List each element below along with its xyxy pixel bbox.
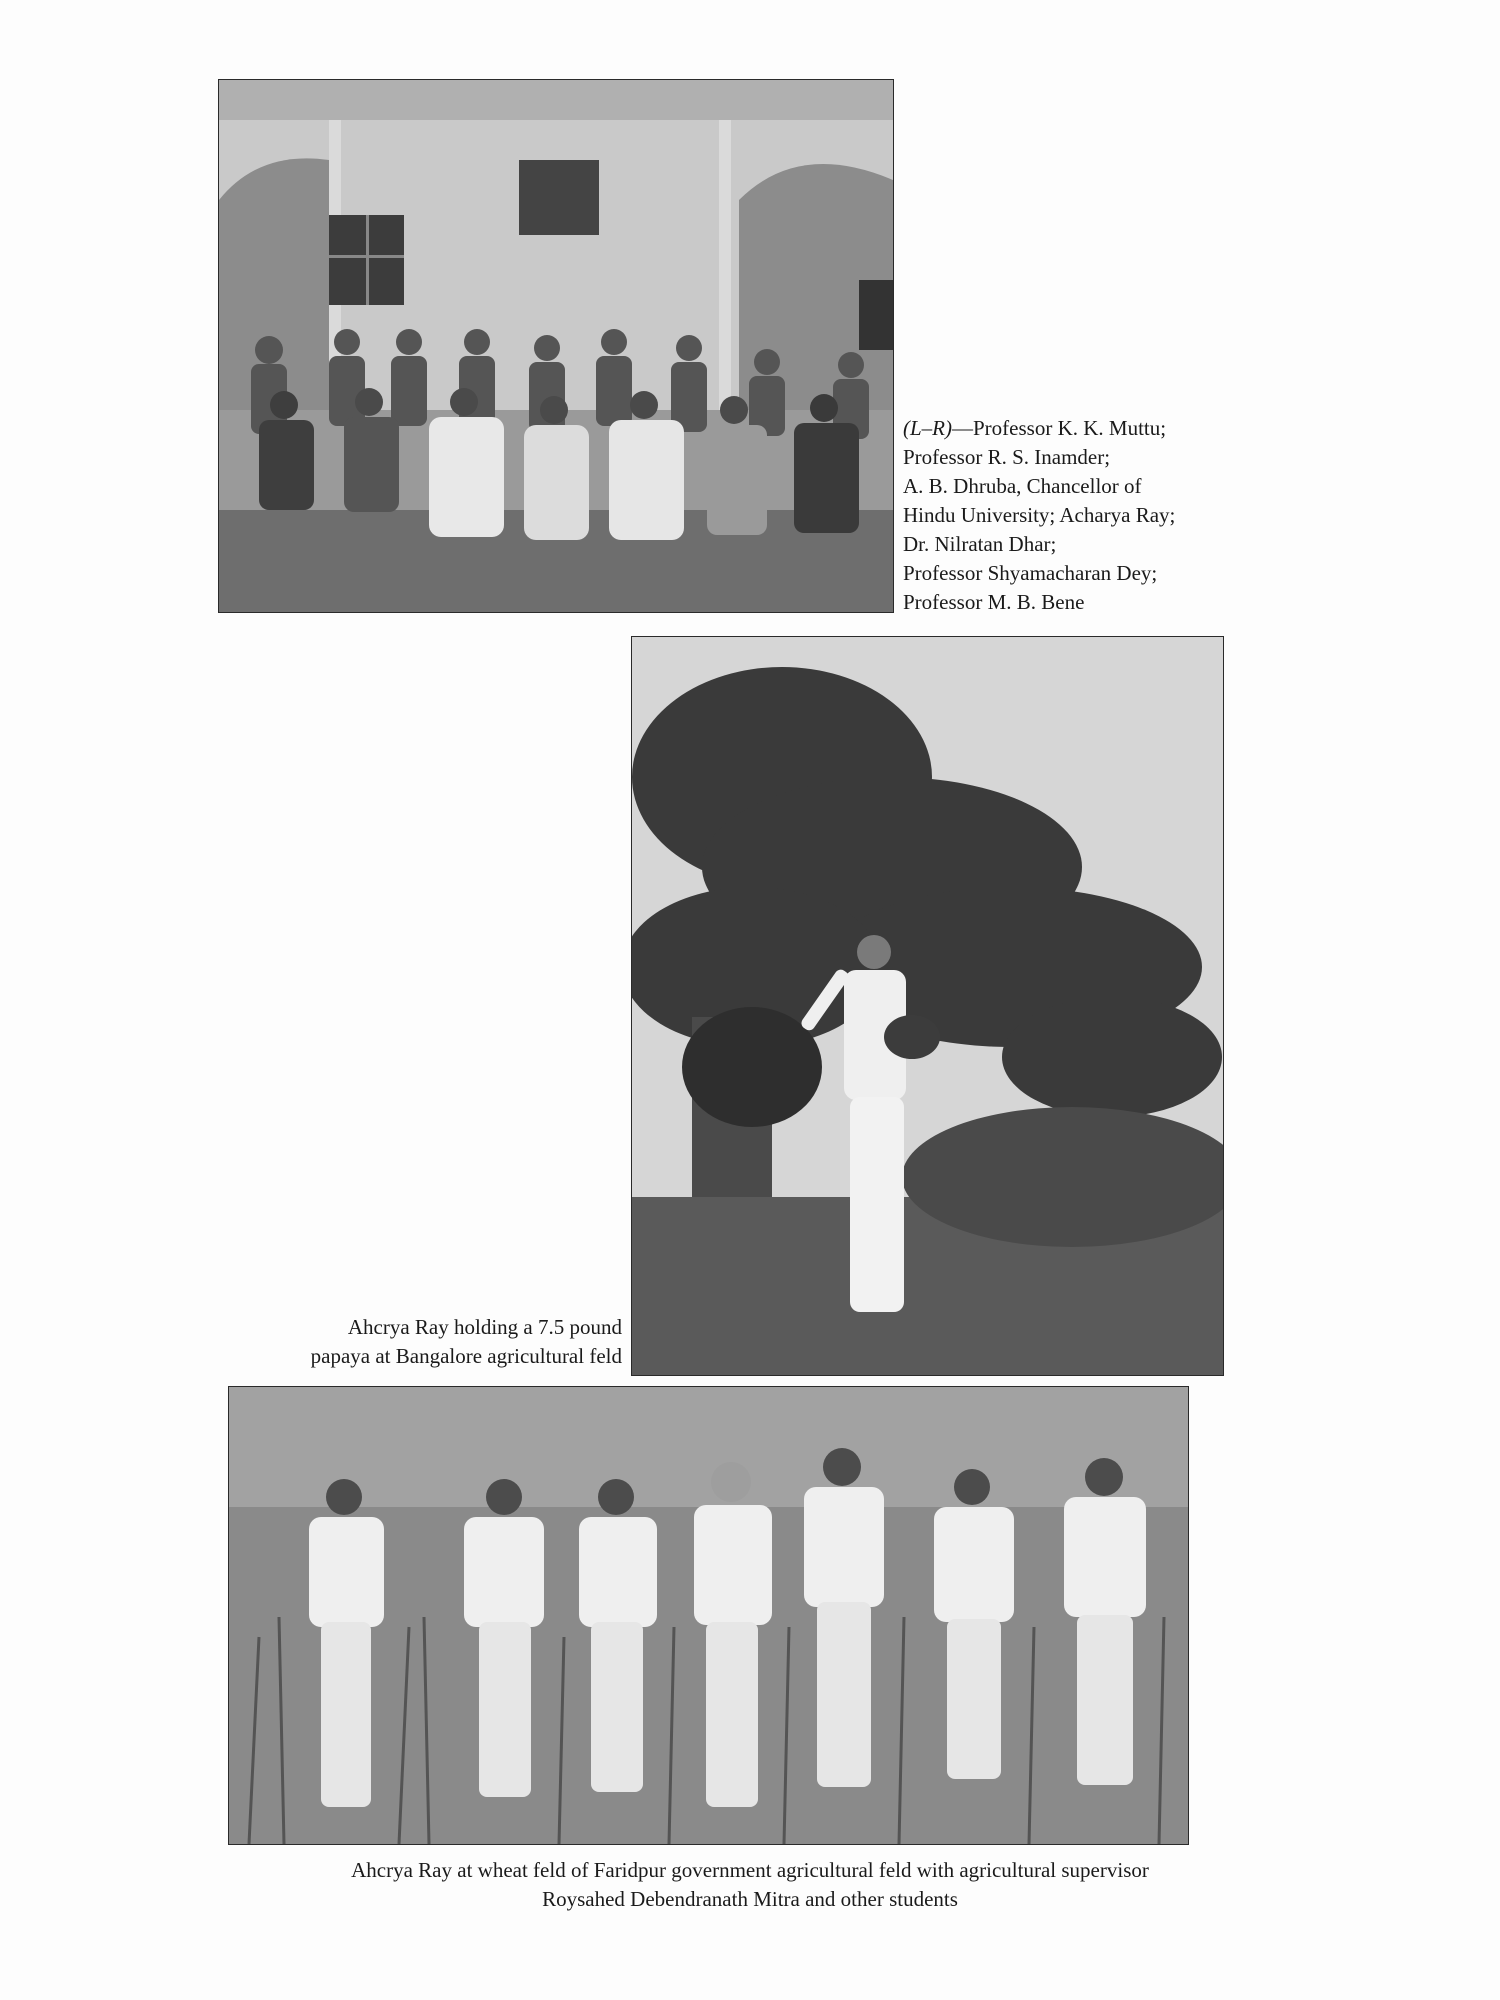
caption-wheat-field	[150, 1856, 1350, 1914]
caption-line	[903, 414, 1303, 443]
caption-line: Dr. Nilratan Dhar;	[903, 532, 1057, 556]
caption-line: Roysahed Debendranath Mitra and other students	[542, 1887, 958, 1911]
caption-line: Hindu University; Acharya Ray;	[903, 503, 1176, 527]
caption-line: A. B. Dhruba, Chancellor of	[903, 474, 1142, 498]
caption-line: papaya at Bangalore agricultural feld	[310, 1344, 622, 1368]
caption-lead: (L–R)	[903, 416, 952, 440]
caption-text: —Professor K. K. Muttu;	[952, 416, 1167, 440]
photo-wheat-field	[228, 1386, 1189, 1845]
caption-papaya	[226, 1313, 622, 1371]
caption-line: Professor R. S. Inamder;	[903, 445, 1111, 469]
caption-group-portrait	[903, 414, 1303, 617]
caption-line: Ahcrya Ray at wheat feld of Faridpur government agricultural feld with agricultural supervisor	[351, 1858, 1149, 1882]
photo-papaya-tree	[631, 636, 1224, 1376]
caption-line: Professor M. B. Bene	[903, 590, 1085, 614]
caption-line: Professor Shyamacharan Dey;	[903, 561, 1158, 585]
photo-group-portrait	[218, 79, 894, 613]
caption-line: Ahcrya Ray holding a 7.5 pound	[347, 1315, 622, 1339]
